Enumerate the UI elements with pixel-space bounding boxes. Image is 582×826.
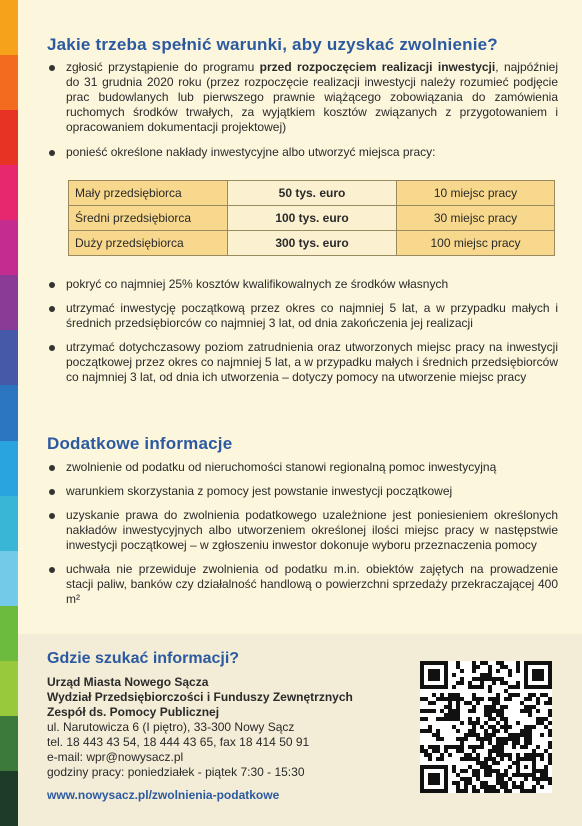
website-link[interactable]: www.nowysacz.pl/zwolnienia-podatkowe <box>47 788 280 802</box>
color-stripe <box>0 441 18 496</box>
color-stripe <box>0 110 18 165</box>
email-text[interactable]: e-mail: wpr@nowysacz.pl <box>47 750 184 764</box>
color-stripe <box>0 716 18 771</box>
color-stripe-bar <box>0 0 18 826</box>
bullet-icon <box>49 567 55 573</box>
list-item: utrzymać dotychczasowy poziom zatrudnienia oraz utworzonych miejsc pracy na inwestycji początkowej przez okres co najmniej 5 lat, a w przypadku małych i średnich przedsiębiorców co najmniej 3 lat, od dnia ich utworzenia – dotyczy pomocy na utworzenie miejsc pracy <box>46 340 558 385</box>
table-cell: 10 miejsc pracy <box>397 181 555 206</box>
contact-heading: Gdzie szukać informacji? <box>47 650 240 667</box>
investment-table <box>68 180 555 256</box>
conditions-heading: Jakie trzeba spełnić warunki, aby uzyskać zwolnienie? <box>47 35 498 54</box>
color-stripe <box>0 385 18 440</box>
table-row <box>69 206 555 231</box>
table-cell: 50 tys. euro <box>228 181 397 206</box>
list-item: ponieść określone nakłady inwestycyjne albo utworzyć miejsca pracy: <box>46 145 558 160</box>
additional-info-heading: Dodatkowe informacje <box>47 434 233 453</box>
team-name: Zespół ds. Pomocy Publicznej <box>47 705 220 719</box>
color-stripe <box>0 771 18 826</box>
additional-info-list <box>46 460 558 616</box>
list-item: pokryć co najmniej 25% kosztów kwalifikowalnych ze środków własnych <box>46 277 558 292</box>
list-item: utrzymać inwestycję początkową przez okres co najmniej 5 lat, a w przypadku małych i średnich przedsiębiorców co najmniej 3 lat, od dnia zakończenia jej realizacji <box>46 301 558 331</box>
conditions-list <box>46 60 558 169</box>
table-cell: 30 miejsc pracy <box>397 206 555 231</box>
color-stripe <box>0 330 18 385</box>
table-cell: Średni przedsiębiorca <box>69 206 228 231</box>
color-stripe <box>0 0 18 55</box>
bullet-icon <box>49 306 55 312</box>
color-stripe <box>0 55 18 110</box>
department-name: Wydział Przedsiębiorczości i Funduszy Zewnętrznych <box>47 690 353 704</box>
color-stripe <box>0 275 18 330</box>
bullet-icon <box>49 489 55 495</box>
table-cell: Duży przedsiębiorca <box>69 231 228 256</box>
color-stripe <box>0 496 18 551</box>
bullet-icon <box>49 282 55 288</box>
list-item: zwolnienie od podatku od nieruchomości stanowi regionalną pomoc inwestycyjną <box>46 460 558 475</box>
bullet-icon <box>49 65 55 71</box>
office-name: Urząd Miasta Nowego Sącza <box>47 675 209 689</box>
address-text: ul. Narutowicza 6 (I piętro), 33-300 Nowy Sącz <box>47 720 295 734</box>
table-cell: 100 miejsc pracy <box>397 231 555 256</box>
bullet-icon <box>49 345 55 351</box>
table-cell: 300 tys. euro <box>228 231 397 256</box>
contact-details <box>47 675 353 803</box>
phone-text: tel. 18 443 43 54, 18 444 43 65, fax 18 414 50 91 <box>47 735 310 749</box>
color-stripe <box>0 220 18 275</box>
list-item: warunkiem skorzystania z pomocy jest powstanie inwestycji początkowej <box>46 484 558 499</box>
color-stripe <box>0 165 18 220</box>
bullet-icon <box>49 513 55 519</box>
contact-footer <box>18 634 582 826</box>
table-row <box>69 231 555 256</box>
bullet-icon <box>49 150 55 156</box>
table-cell: 100 tys. euro <box>228 206 397 231</box>
qr-code-icon[interactable] <box>420 661 552 793</box>
bullet-icon <box>49 465 55 471</box>
list-item: uzyskanie prawa do zwolnienia podatkowego uzależnione jest poniesieniem określonych nakładów inwestycyjnych albo utworzeniem określonej ilości miejsc pracy w następstwie inwestycji początkowej – w zgłoszeniu inwestor dokonuje wyboru przeznaczenia pomocy <box>46 508 558 553</box>
color-stripe <box>0 606 18 661</box>
hours-text: godziny pracy: poniedziałek - piątek 7:30 - 15:30 <box>47 765 305 779</box>
main-content <box>18 0 582 634</box>
table-cell: Mały przedsiębiorca <box>69 181 228 206</box>
color-stripe <box>0 661 18 716</box>
color-stripe <box>0 551 18 606</box>
list-item: zgłosić przystąpienie do programu przed rozpoczęciem realizacji inwestycji, najpóźniej do 31 grudnia 2020 roku (przez rozpoczęcie realizacji inwestycji należy rozumieć podjęcie prac budowlanych lub pierwszego prawnie wiążącego zobowiązania do zamówienia ruchomych środków trwałych, za wyjątkiem kosztów związanych z przygotowaniem i opracowaniem dokumentacji projektowej) <box>46 60 558 135</box>
conditions-list-continued <box>46 277 558 394</box>
table-row <box>69 181 555 206</box>
list-item: uchwała nie przewiduje zwolnienia od podatku m.in. obiektów zajętych na prowadzenie stacji paliw, banków czy działalność handlową o powierzchni sprzedaży przekraczającej 400 m² <box>46 562 558 607</box>
